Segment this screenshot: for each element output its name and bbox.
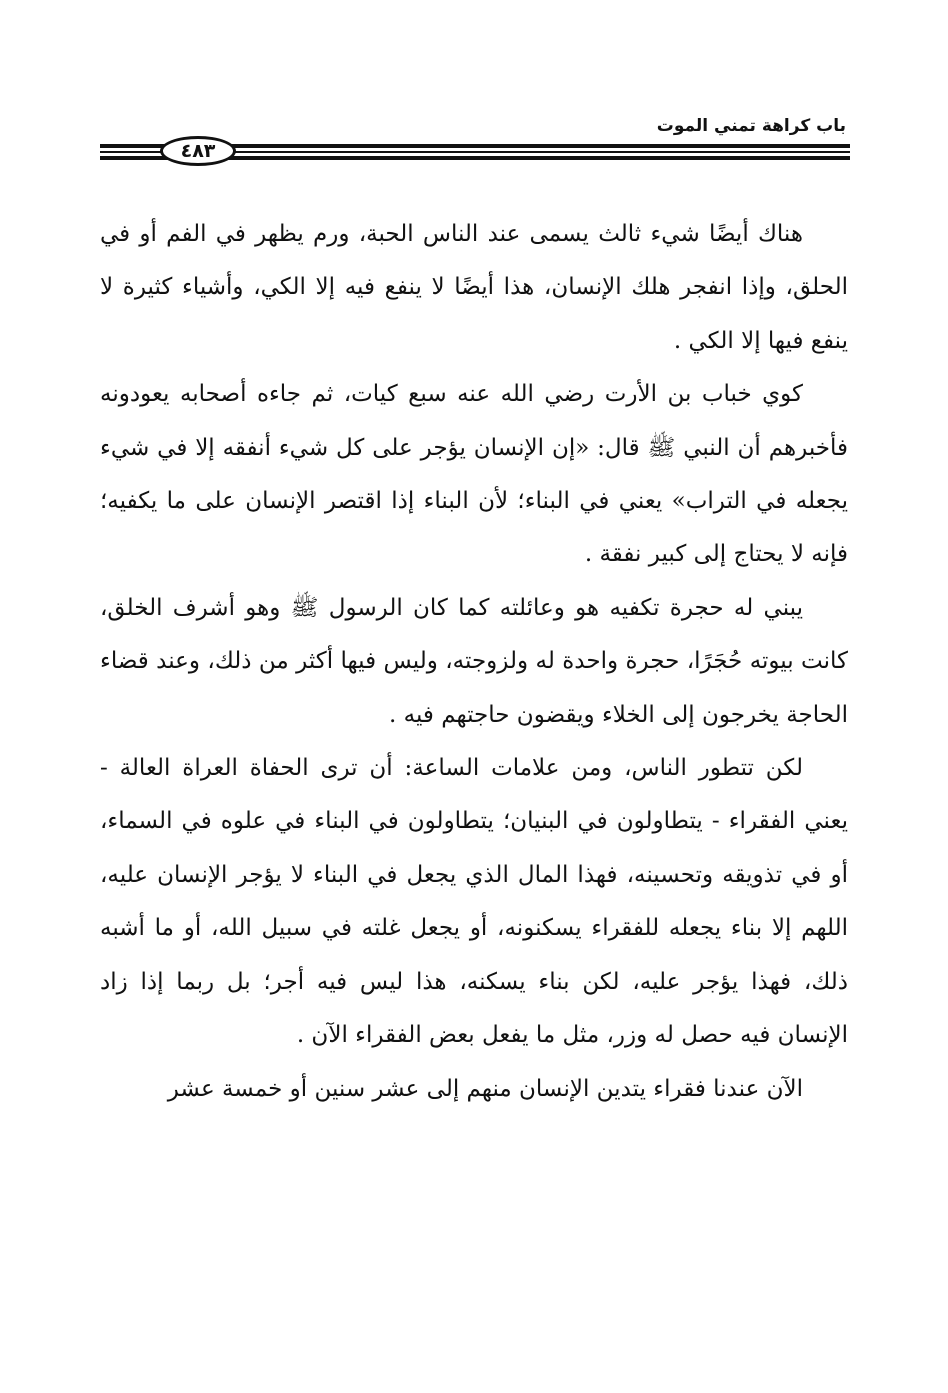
- page-number: ٤٨٣: [160, 136, 236, 166]
- body-text: [100, 208, 848, 1116]
- paragraph: كوي خباب بن الأرت رضي الله عنه سبع كيات، ثم جاءه أصحابه يعودونه فأخبرهم أن النبي ﷺ قال: «إن الإنسان يؤجر على كل شيء أنفقه إلا في شيء يجعله في التراب» يعني في البناء؛ لأن البناء إذا اقتصر الإنسان على ما يكفيه؛ فإنه لا يحتاج إلى كبير نفقة .: [100, 381, 848, 568]
- chapter-title: باب كراهة تمني الموت: [656, 116, 846, 136]
- paragraph: يبني له حجرة تكفيه هو وعائلته كما كان الرسول ﷺ وهو أشرف الخلق، كانت بيوته حُجَرًا، حجرة واحدة له ولزوجته، وليس فيها أكثر من ذلك، وعند قضاء الحاجة يخرجون إلى الخلاء ويقضون حاجتهم فيه .: [100, 594, 848, 728]
- page-header: [100, 110, 850, 180]
- paragraph: لكن تتطور الناس، ومن علامات الساعة: أن ترى الحفاة العراة العالة - يعني الفقراء - يتطاولون في البنيان؛ يتطاولون في البناء في علوه في السماء، أو في تذويقه وتحسينه، فهذا المال الذي يجعل في البناء لا يؤجر الإنسان عليه، اللهم إلا بناء يجعله للفقراء يسكنونه، أو يجعل غلته في سبيل الله، أو ما أشبه ذلك، فهذا يؤجر عليه، لكن بناء يسكنه، هذا ليس فيه أجر؛ بل ربما إذا زاد الإنسان فيه حصل له وزر، مثل ما يفعل بعض الفقراء الآن .: [100, 755, 848, 1049]
- paragraph: الآن عندنا فقراء يتدين الإنسان منهم إلى عشر سنين أو خمسة عشر: [167, 1075, 803, 1102]
- paragraph: هناك أيضًا شيء ثالث يسمى عند الناس الحبة، ورم يظهر في الفم أو في الحلق، وإذا انفجر هلك الإنسان، هذا أيضًا لا ينفع فيه إلا الكي، وأشياء كثيرة لا ينفع فيها إلا الكي .: [100, 221, 848, 354]
